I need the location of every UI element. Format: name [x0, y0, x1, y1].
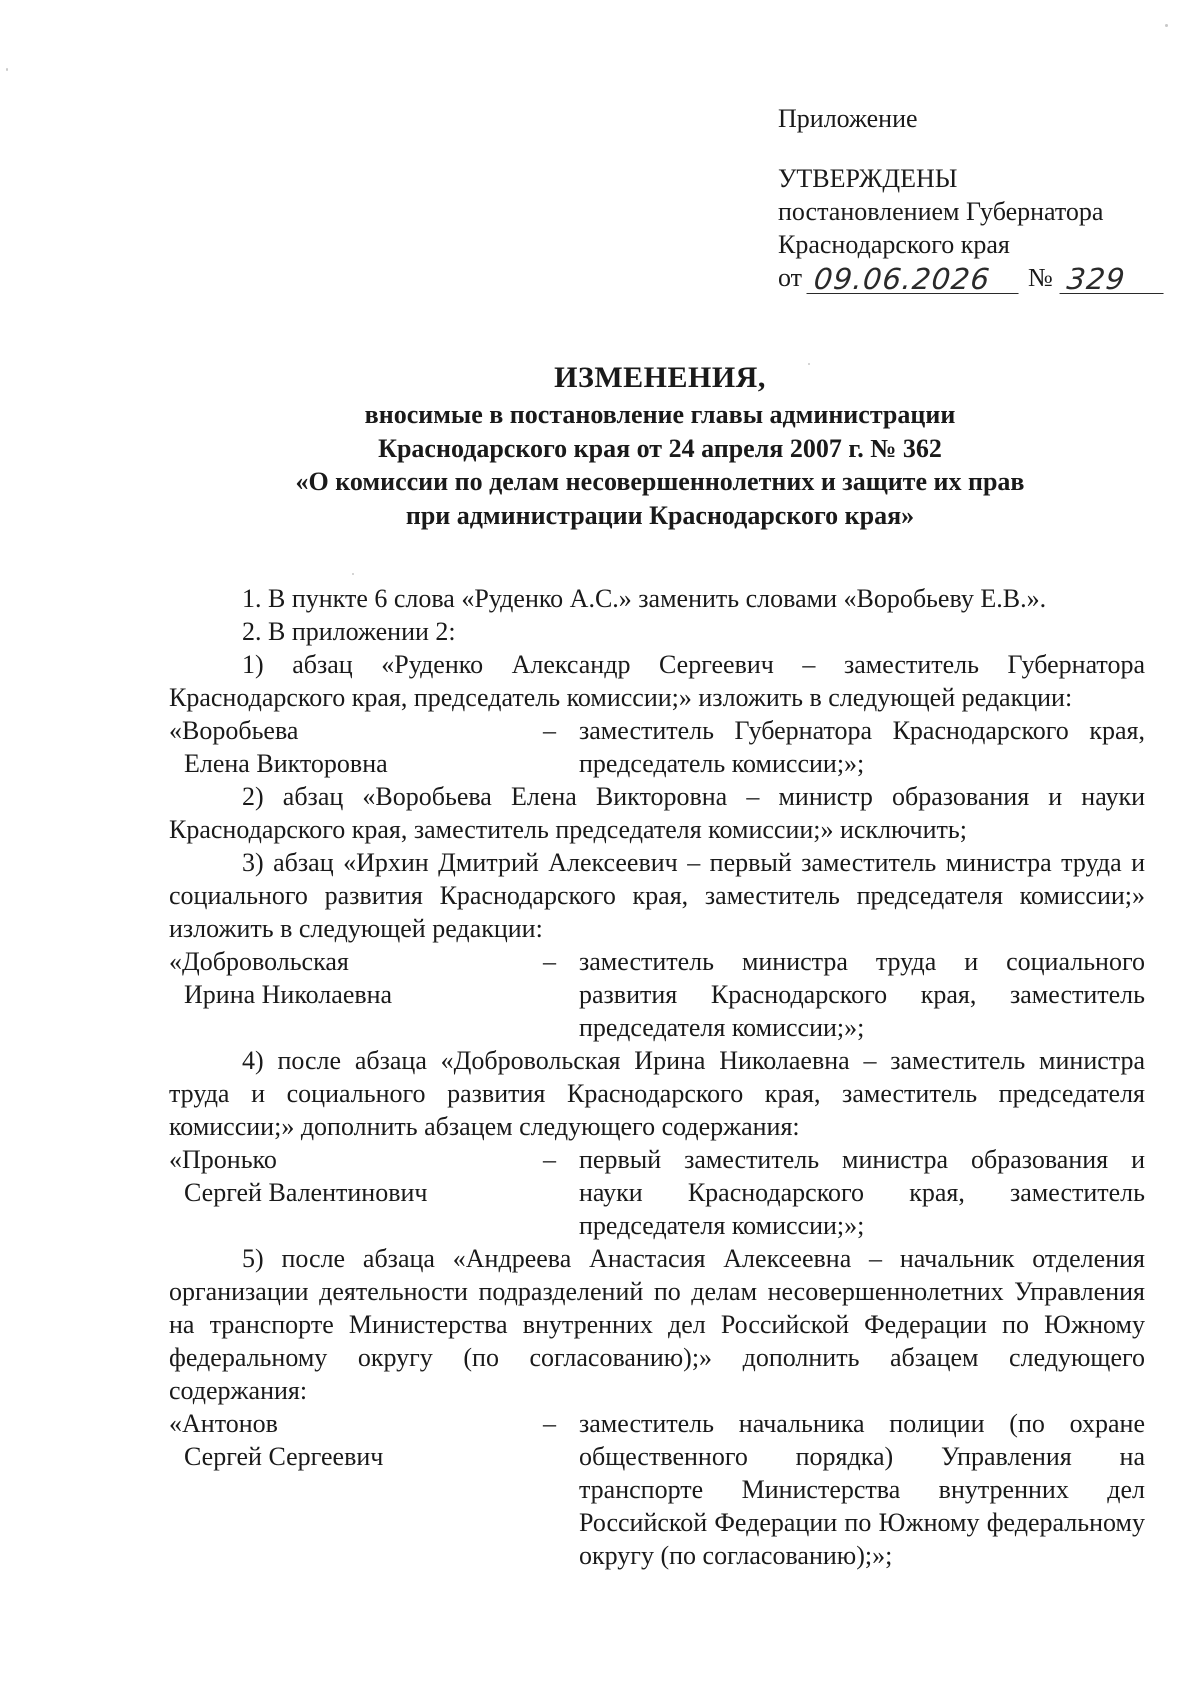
person-first-name: Ирина Николаевна	[184, 980, 393, 1009]
person-first-name: Сергей Сергеевич	[184, 1442, 384, 1471]
person-entry-pronko	[169, 1143, 1145, 1242]
person-position: первый заместитель министра образования и науки Краснодарского края, заместитель председателя комиссии;»;	[579, 1145, 1145, 1240]
approved-by-line: постановлением Губернатора	[778, 197, 1104, 226]
paragraph-6: 4) после абзаца «Добровольская Ирина Николаевна – заместитель министра труда и социального развития Краснодарского края, заместитель председателя комиссии;» дополнить абзацем следующего содержания:	[169, 1046, 1145, 1141]
person-name	[169, 714, 543, 780]
scan-speck	[1165, 24, 1168, 27]
scan-speck	[6, 68, 8, 71]
approval-block	[778, 102, 1178, 294]
paragraph-1: 1. В пункте 6 слова «Руденко А.С.» заменить словами «Воробьеву Е.В.».	[242, 584, 1047, 613]
person-first-name: Елена Викторовна	[184, 749, 388, 778]
appendix-label: Приложение	[778, 104, 918, 133]
handwritten-number: 329	[1059, 265, 1166, 294]
document-title	[160, 358, 1160, 532]
person-last-name: «Пронько	[169, 1145, 277, 1174]
scan-speck	[808, 363, 810, 365]
title-line-2: Краснодарского края от 24 апреля 2007 г. № 362	[378, 433, 942, 463]
person-last-name: «Антонов	[169, 1409, 278, 1438]
paragraph-2: 2. В приложении 2:	[242, 617, 456, 646]
decree-date-number-line	[778, 261, 1178, 294]
person-entry-antonov	[169, 1407, 1145, 1572]
person-position: заместитель Губернатора Краснодарского края, председатель комиссии;»;	[579, 716, 1145, 778]
paragraph-7: 5) после абзаца «Андреева Анастасия Алексеевна – начальник отделения организации деятельности подразделений по делам несовершеннолетних Управления на транспорте Министерства внутренних дел Российской Федерации по Южному федеральному округу (по согласованию);» дополнить абзацем следующего содержания:	[169, 1244, 1145, 1405]
paragraph-5: 3) абзац «Ирхин Дмитрий Алексеевич – первый заместитель министра труда и социального развития Краснодарского края, заместитель председателя комиссии;» изложить в следующей редакции:	[169, 848, 1145, 943]
document-body	[169, 582, 1145, 1572]
person-entry-vorobyeva	[169, 714, 1145, 780]
person-name	[169, 945, 543, 1044]
person-name	[169, 1407, 543, 1572]
title-main: ИЗМЕНЕНИЯ,	[554, 361, 766, 394]
person-first-name: Сергей Валентинович	[184, 1178, 428, 1207]
title-line-1: вносимые в постановление главы администрации	[364, 400, 956, 429]
person-dash: –	[543, 947, 556, 976]
approved-region-line: Краснодарского края	[778, 230, 1010, 259]
title-line-4: при администрации Краснодарского края»	[405, 500, 915, 530]
title-line-3: «О комиссии по делам несовершеннолетних и защите их прав	[295, 467, 1025, 496]
from-label: от	[778, 263, 803, 292]
person-last-name: «Добровольская	[169, 947, 349, 976]
person-position: заместитель министра труда и социального развития Краснодарского края, заместитель председателя комиссии;»;	[579, 947, 1145, 1042]
person-dash: –	[543, 1409, 556, 1438]
paragraph-4: 2) абзац «Воробьева Елена Викторовна – министр образования и науки Краснодарского края, заместитель председателя комиссии;» исключить;	[169, 782, 1145, 844]
person-name	[169, 1143, 543, 1242]
person-last-name: «Воробьева	[169, 716, 299, 745]
scan-speck	[352, 573, 354, 575]
person-dash: –	[543, 716, 556, 745]
handwritten-date: 09.06.2026	[807, 265, 1022, 294]
number-sign: №	[1028, 263, 1053, 292]
person-dash: –	[543, 1145, 556, 1174]
person-position: заместитель начальника полиции (по охране общественного порядка) Управления на транспорте Министерства внутренних дел Российской Федерации по Южному федеральному округу (по согласованию);»;	[579, 1409, 1145, 1570]
person-entry-dobrovolskaya	[169, 945, 1145, 1044]
approved-label: УТВЕРЖДЕНЫ	[778, 164, 958, 193]
paragraph-3: 1) абзац «Руденко Александр Сергеевич – заместитель Губернатора Краснодарского края, председатель комиссии;» изложить в следующей редакции:	[169, 650, 1145, 712]
